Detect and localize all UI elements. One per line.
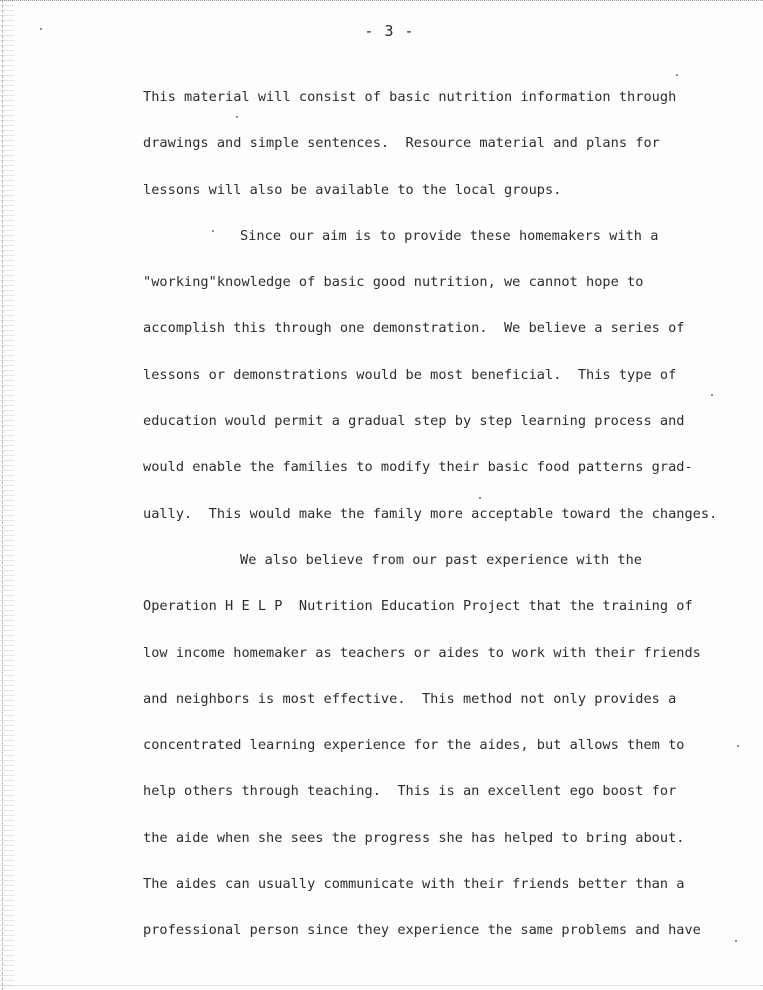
scan-speck xyxy=(676,74,678,76)
text-line: education would permit a gradual step by step learning process and xyxy=(143,413,685,430)
scan-speck xyxy=(40,28,42,30)
page-number: - 3 - xyxy=(364,22,415,40)
scan-speck xyxy=(212,230,214,232)
text-line: lessons will also be available to the local groups. xyxy=(143,181,562,198)
scan-speck xyxy=(735,940,737,942)
bottom-scan-edge xyxy=(0,979,763,986)
top-edge-border xyxy=(0,0,763,3)
text-line: lessons or demonstrations would be most beneficial. This type of xyxy=(143,366,677,383)
scan-speck xyxy=(479,497,481,499)
text-line: drawings and simple sentences. Resource material and plans for xyxy=(143,135,660,152)
scan-speck xyxy=(236,116,238,118)
text-line: "working"knowledge of basic good nutrition, we cannot hope to xyxy=(143,274,644,291)
text-line: The aides can usually communicate with their friends better than a xyxy=(143,876,685,893)
text-line: and neighbors is most effective. This method not only provides a xyxy=(143,690,677,707)
paragraph-start-line: We also believe from our past experience with the xyxy=(240,551,643,568)
scan-speck xyxy=(711,394,713,396)
text-line: the aide when she sees the progress she has helped to bring about. xyxy=(143,829,685,846)
scan-speck xyxy=(737,745,739,747)
text-line: low income homemaker as teachers or aides to work with their friends xyxy=(143,644,701,661)
text-line: would enable the families to modify their basic food patterns grad- xyxy=(143,459,693,476)
body-text xyxy=(143,86,743,966)
left-scan-edge xyxy=(2,0,4,990)
text-line: professional person since they experience the same problems and have xyxy=(143,922,701,939)
text-line: This material will consist of basic nutrition information through xyxy=(143,89,677,105)
text-line: accomplish this through one demonstration. We believe a series of xyxy=(143,320,685,337)
text-line: ually. This would make the family more acceptable toward the changes. xyxy=(143,505,718,522)
text-line: concentrated learning experience for the aides, but allows them to xyxy=(143,737,685,754)
text-line: Operation H E L P Nutrition Education Project that the training of xyxy=(143,598,693,615)
text-line: help others through teaching. This is an excellent ego boost for xyxy=(143,783,677,800)
paragraph-start-line: Since our aim is to provide these homemakers with a xyxy=(240,227,659,244)
